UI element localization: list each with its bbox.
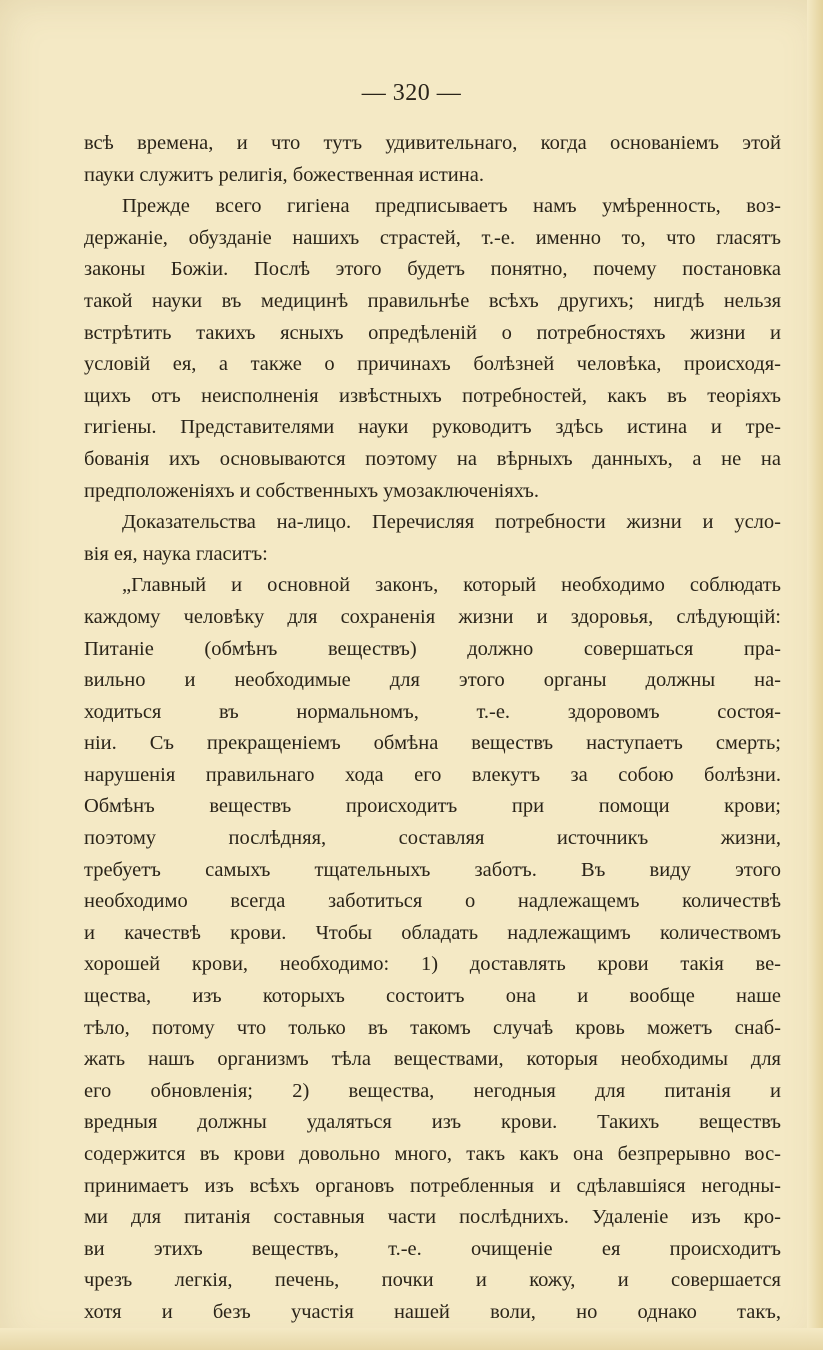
text-line: принимаетъ изъ всѣхъ органовъ потребленныя и сдѣлавшіяся негодны- (84, 1174, 781, 1197)
text-line: необходимо всегда заботиться о надлежащемъ количествѣ (84, 890, 781, 913)
text-line: „Главный и основной законъ, который необходимо соблюдать (122, 574, 781, 597)
text-line: чрезъ легкія, печень, почки и кожу, и совершается (84, 1269, 781, 1292)
text-line: условій ея, а также о причинахъ болѣзней человѣка, происходя- (84, 353, 781, 376)
text-line: всѣ времена, и что тутъ удивительнаго, когда основаніемъ этой (84, 132, 781, 154)
text-line: бованія ихъ основываются поэтому на вѣрныхъ данныхъ, а не на (84, 447, 781, 470)
text-line: и качествѣ крови. Чтобы обладать надлежащимъ количествомъ (84, 921, 781, 944)
text-line: тѣло, потому что только въ такомъ случаѣ кровь можетъ снаб- (84, 1016, 781, 1039)
text-line: Прежде всего гигіена предписываетъ намъ умѣренность, воз- (122, 195, 781, 218)
text-line: держаніе, обузданіе нашихъ страстей, т.-е. именно то, что гласятъ (84, 226, 781, 249)
text-line: каждому человѣку для сохраненія жизни и здоровья, слѣдующій: (84, 605, 781, 628)
text-line: Обмѣнъ веществъ происходитъ при помощи крови; (84, 795, 781, 818)
page-edge-shadow (807, 0, 823, 1350)
text-line: гигіены. Представителями науки руководитъ здѣсь истина и тре- (84, 416, 781, 439)
text-line: вильно и необходимые для этого органы должны на- (84, 669, 781, 692)
body-text (84, 128, 781, 1329)
text-line: требуетъ самыхъ тщательныхъ заботъ. Въ виду этого (84, 858, 781, 881)
text-line: ви этихъ веществъ, т.-е. очищеніе ея происходитъ (84, 1237, 781, 1260)
page-number: — 320 — (361, 80, 462, 106)
text-line: такой науки въ медицинѣ правильнѣе всѣхъ другихъ; нигдѣ нельзя (84, 289, 781, 312)
text-line: вія ея, наука гласитъ: (84, 542, 268, 565)
text-line: Питаніе (обмѣнъ веществъ) должно совершаться пра- (84, 637, 781, 660)
text-line: щихъ отъ неисполненія извѣстныхъ потребностей, какъ въ теоріяхъ (84, 384, 781, 407)
text-line: пауки служитъ религія, божественная истина. (84, 163, 484, 186)
text-line: законы Божіи. Послѣ этого будетъ понятно, почему постановка (84, 258, 781, 281)
text-line: содержится въ крови довольно много, такъ какъ она безпрерывно вос- (84, 1143, 781, 1165)
text-line: нарушенія правильнаго хода его влекутъ за собою болѣзни. (84, 763, 781, 786)
text-line: ніи. Съ прекращеніемъ обмѣна веществъ наступаетъ смерть; (84, 732, 781, 755)
page-bottom-edge (0, 1328, 823, 1350)
text-line: встрѣтить такихъ ясныхъ опредѣленій о потребностяхъ жизни и (84, 321, 781, 344)
text-line: его обновленія; 2) вещества, негодныя для питанія и (84, 1079, 781, 1102)
text-line: вредныя должны удаляться изъ крови. Такихъ веществъ (84, 1111, 781, 1134)
text-line: хотя и безъ участія нашей воли, но однако такъ, (84, 1300, 781, 1323)
text-line: Доказательства на-лицо. Перечисляя потребности жизни и усло- (122, 511, 781, 534)
text-line: поэтому послѣдняя, составляя источникъ жизни, (84, 827, 781, 850)
text-line: жать нашъ организмъ тѣла веществами, которыя необходимы для (84, 1048, 781, 1071)
text-line: ми для питанія составныя части послѣднихъ. Удаленіе изъ кро- (84, 1206, 781, 1229)
text-line: щества, изъ которыхъ состоитъ она и вообще наше (84, 985, 781, 1008)
text-line: ходиться въ нормальномъ, т.-е. здоровомъ состоя- (84, 700, 781, 723)
text-line: хорошей крови, необходимо: 1) доставлять крови такія ве- (84, 953, 781, 976)
text-line: предположеніяхъ и собственныхъ умозаключеніяхъ. (84, 479, 540, 502)
